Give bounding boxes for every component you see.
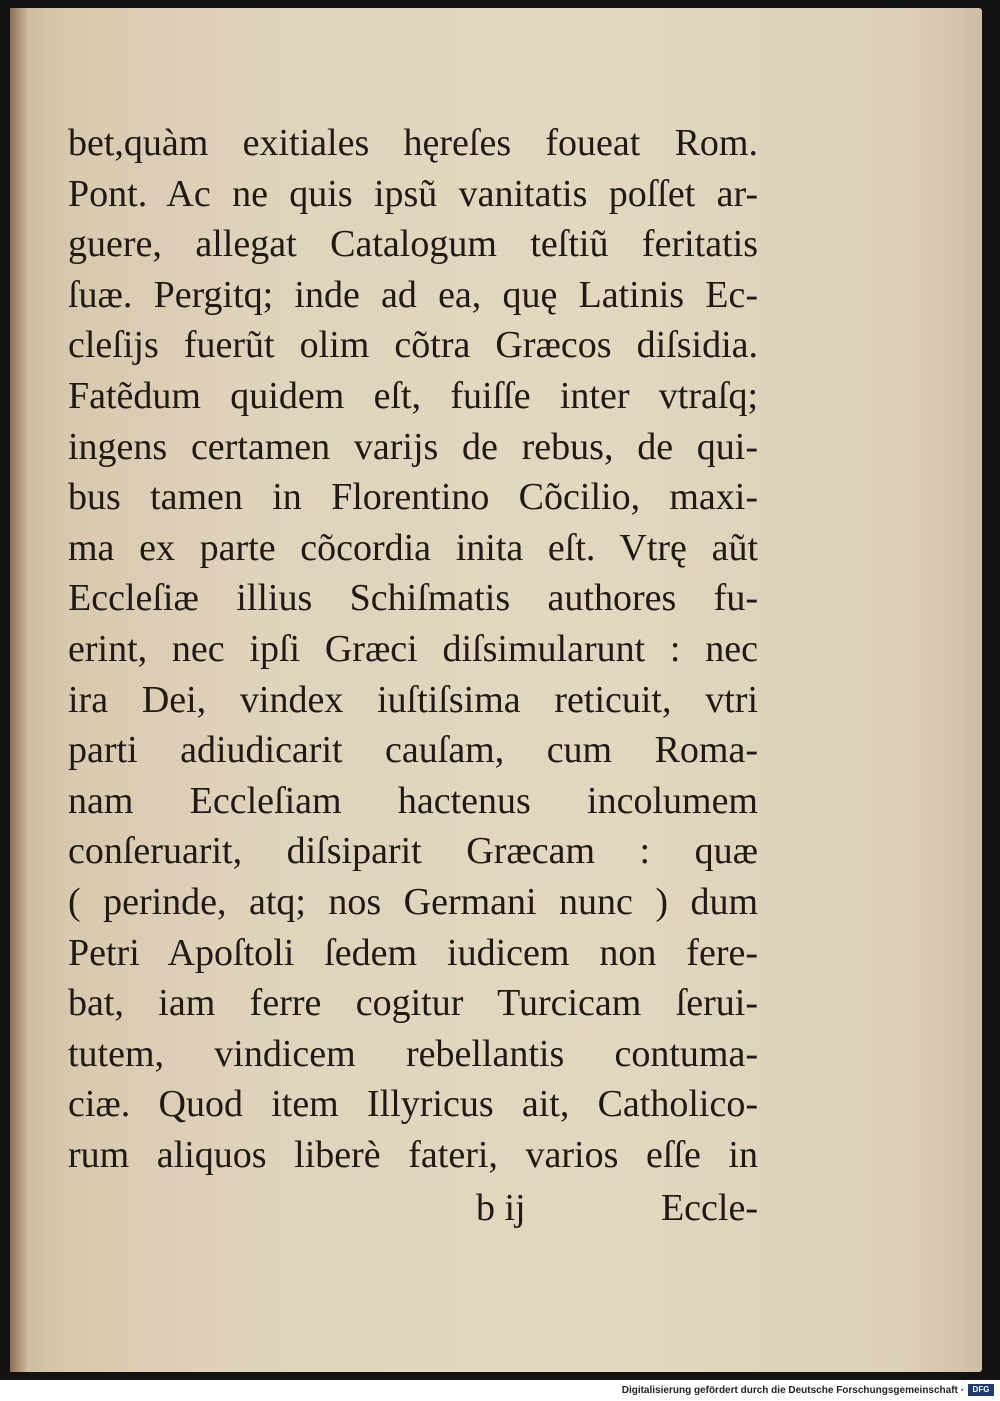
text-line: Petri Apoſtoli ſedem iudicem non fere- bbox=[68, 931, 758, 974]
text-line: cleſijs fuerũt olim cõtra Græcos diſsidia. bbox=[68, 324, 758, 367]
text-line: nam Eccleſiam hactenus incolumem bbox=[68, 779, 758, 822]
text-line: ciæ. Quod item Illyricus ait, Catholico- bbox=[68, 1083, 758, 1126]
text-line: erint, nec ipſi Græci diſsimularunt : nec bbox=[68, 627, 758, 670]
text-line: parti adiudicarit cauſam, cum Roma- bbox=[68, 729, 758, 772]
signature-mark: b ij bbox=[476, 1187, 526, 1230]
text-line: conſeruarit, diſsiparit Græcam : quæ bbox=[68, 830, 758, 873]
text-line: tutem, vindicem rebellantis contuma- bbox=[68, 1032, 758, 1075]
page-text-block bbox=[68, 118, 758, 1236]
text-line: ma ex parte cõcordia inita eſt. Vtrę aũt bbox=[68, 526, 758, 569]
text-line: bus tamen in Florentino Cõcilio, maxi- bbox=[68, 476, 758, 519]
text-line: ſuæ. Pergitq; inde ad ea, quę Latinis Ec- bbox=[68, 273, 758, 316]
text-line: guere, allegat Catalogum teſtiũ feritatis bbox=[68, 223, 758, 266]
footer-credit: Digitalisierung gefördert durch die Deutsche Forschungsgemeinschaft · bbox=[621, 1385, 964, 1396]
text-line: Fatẽdum quidem eſt, fuiſſe inter vtraſq; bbox=[68, 374, 758, 417]
text-line: ( perinde, atq; nos Germani nunc ) dum bbox=[68, 880, 758, 923]
text-line: Eccleſiæ illius Schiſmatis authores fu- bbox=[68, 577, 758, 620]
text-line: ira Dei, vindex iuſtiſsima reticuit, vtri bbox=[68, 678, 758, 721]
digitization-footer bbox=[0, 1380, 1000, 1401]
page-binding-edge bbox=[10, 8, 28, 1372]
signature-row bbox=[68, 1180, 758, 1236]
catchword: Eccle- bbox=[660, 1187, 758, 1230]
text-line: ingens certamen varijs de rebus, de qui- bbox=[68, 425, 758, 468]
text-line: bet,quàm exitiales hęreſes foueat Rom. bbox=[68, 122, 758, 164]
text-line: rum aliquos liberè fateri, varios eſſe in bbox=[68, 1133, 758, 1176]
text-line: bat, iam ferre cogitur Turcicam ſerui- bbox=[68, 982, 758, 1025]
text-line: Pont. Ac ne quis ipsũ vanitatis poſſet ar- bbox=[68, 172, 758, 215]
book-page bbox=[10, 8, 982, 1372]
dfg-logo-icon: DFG bbox=[968, 1384, 994, 1396]
